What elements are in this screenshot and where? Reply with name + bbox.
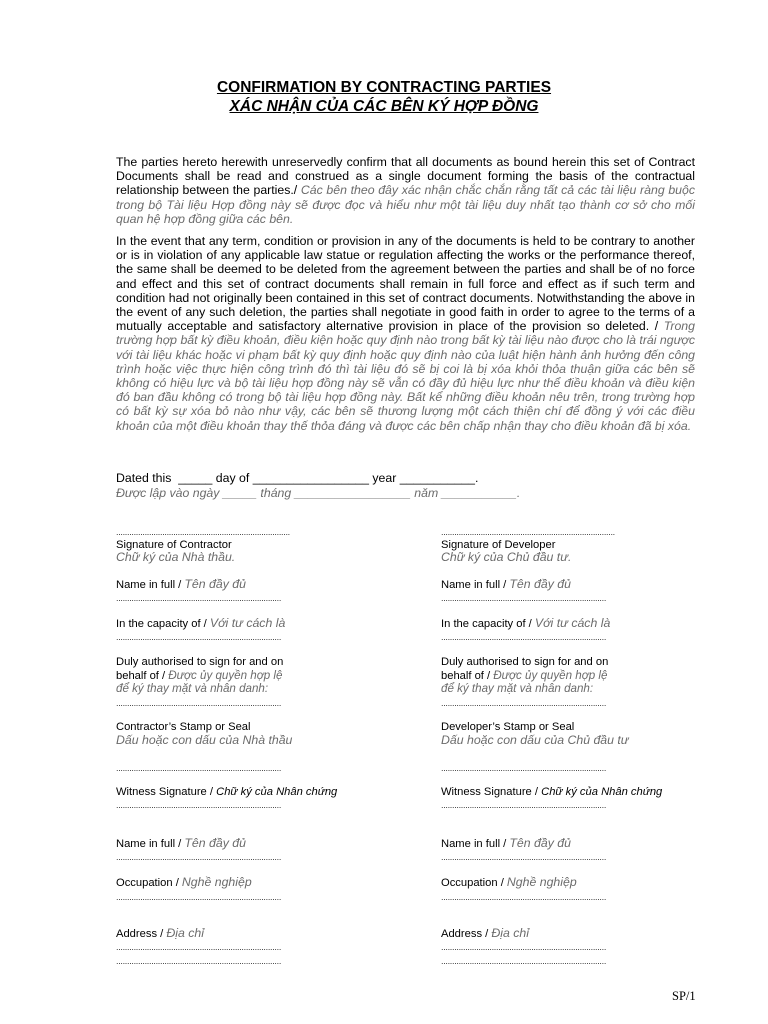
witness-name-line: ........................................................................... [441, 852, 607, 862]
signature-line: ............................................................................... [116, 527, 290, 537]
authorised-label-2: behalf of / Được ủy quyền hợp lệ [441, 669, 608, 682]
capacity-label: In the capacity of / Với tư cách là [116, 616, 286, 630]
occupation-line: ........................................................................... [441, 892, 607, 902]
authorised-label-vi: để ký thay mặt và nhân danh: [441, 682, 594, 695]
stamp-line: ........................................................................... [441, 763, 607, 773]
address-label: Address / Địa chỉ [441, 926, 529, 940]
name-line: ........................................................................... [116, 593, 282, 603]
title-vietnamese: XÁC NHẬN CỦA CÁC BÊN KÝ HỢP ĐỒNG [229, 98, 539, 115]
stamp-label: Contractor’s Stamp or Seal [116, 721, 251, 733]
capacity-line: ........................................................................... [116, 632, 282, 642]
paragraph-severability-en: In the event that any term, condition or provision in any of the documents is held to be contrary to another or is in violation of any applicable law statue or regulation affecting the works or the performance thereof, the same shall be deemed to be deleted from the agreement between the parties and shall be of no force and effect and this set of contract documents shall remain in full force and effect as if such term and condition had not originally been contained in this set of contract documents. Notwithstanding the above in the event of any such deletion, the parties shall negotiate in good faith in order to agree to the terms of a mutually acceptable and satisfactory alternative provision in place of the provision so deleted. / [116, 234, 695, 334]
authorised-label-vi: để ký thay mặt và nhân danh: [116, 682, 269, 695]
address-line-2: ........................................................................... [441, 956, 607, 966]
stamp-label: Developer’s Stamp or Seal [441, 721, 575, 733]
signature-label-vi: Chữ ký của Chủ đầu tư. [441, 550, 572, 564]
authorised-line: ........................................................................... [116, 698, 282, 708]
contractor-signature-block [116, 0, 356, 1024]
paragraph-confirmation-vi: Các bên theo đây xác nhận chắc chắn rằng tất cả các tài liệu ràng buộc trong bộ Tài liệu Hợp đồng này sẽ được đọc và hiểu như một tài liệu duy nhất tạo thành cơ sở cho mối quan hệ hợp đồng giữa các bên. [116, 183, 696, 226]
signature-label: Signature of Contractor [116, 539, 232, 551]
name-label: Name in full / Tên đầy đủ [116, 577, 246, 591]
witness-name-line: ........................................................................... [116, 852, 282, 862]
capacity-label: In the capacity of / Với tư cách là [441, 616, 611, 630]
dated-line: Dated this _____ day of _________________ year ___________. [116, 471, 479, 485]
occupation-label: Occupation / Nghề nghiệp [441, 875, 577, 889]
stamp-label-vi: Dấu hoặc con dấu của Nhà thầu [116, 733, 293, 747]
paragraph-confirmation-en: The parties hereto herewith unreservedly confirm that all documents as bound herein this set of Contract Documents shall be read and construed as a single document forming the basis of the contractual relationship between the parties./ [116, 155, 695, 198]
address-line-1: ........................................................................... [441, 942, 607, 952]
name-line: ........................................................................... [441, 593, 607, 603]
witness-line: ........................................................................... [441, 800, 607, 810]
page-number: SP/1 [672, 989, 696, 1003]
signature-label-vi: Chữ ký của Nhà thầu. [116, 550, 236, 564]
signature-line: ............................................................................... [441, 527, 615, 537]
developer-signature-block [441, 0, 681, 1024]
address-line-2: ........................................................................... [116, 956, 282, 966]
name-label: Name in full / Tên đầy đủ [441, 577, 571, 591]
address-label: Address / Địa chỉ [116, 926, 204, 940]
capacity-line: ........................................................................... [441, 632, 607, 642]
authorised-label-2: behalf of / Được ủy quyền hợp lệ [116, 669, 283, 682]
authorised-line: ........................................................................... [441, 698, 607, 708]
dated-line-vi: Được lập vào ngày _____ tháng _________________ năm ___________. [116, 486, 521, 500]
stamp-line: ........................................................................... [116, 763, 282, 773]
signature-label: Signature of Developer [441, 539, 556, 551]
witness-line: ........................................................................... [116, 800, 282, 810]
witness-label: Witness Signature / Chữ ký của Nhân chứng [441, 786, 663, 798]
occupation-line: ........................................................................... [116, 892, 282, 902]
title-english: CONFIRMATION BY CONTRACTING PARTIES [216, 79, 552, 96]
witness-name-label: Name in full / Tên đầy đủ [441, 836, 571, 850]
witness-name-label: Name in full / Tên đầy đủ [116, 836, 246, 850]
address-line-1: ........................................................................... [116, 942, 282, 952]
paragraph-severability-vi: Trong trường hợp bất kỳ điều khoản, điều kiện hoặc quy định nào trong bất kỳ tài liệu nào được cho là trái ngược với tài liệu khác hoặc vi phạm bất kỳ quy định hoặc quy định nào của luật hiện hành ảnh hưởng đến công trình hoặc việc thực hiện công trình đó thì tài liệu đó sẽ bị coi là bị xóa khỏi thỏa thuận giữa các bên sẽ không có hiệu lực và bộ tài liệu hợp đồng này sẽ vẫn có đầy đủ hiệu lực như thể điều khoản và điều kiện đó ban đầu không có trong bộ tài liệu hợp đồng này. Bất kể những điều khoản nêu trên, trong trường hợp có bất kỳ sự xóa bỏ nào như vậy, các bên sẽ thương lượng một cách thiện chí để đồng ý với các điều khoản của một điều khoản thay thế thỏa đáng và được các bên chấp nhận thay cho điều khoản đã bị xóa. [116, 319, 695, 433]
stamp-label-vi: Dấu hoặc con dấu của Chủ đầu tư [441, 733, 629, 747]
authorised-label: Duly authorised to sign for and on [116, 656, 284, 668]
witness-label: Witness Signature / Chữ ký của Nhân chứng [116, 786, 338, 798]
occupation-label: Occupation / Nghề nghiệp [116, 875, 252, 889]
authorised-label: Duly authorised to sign for and on [441, 656, 609, 668]
